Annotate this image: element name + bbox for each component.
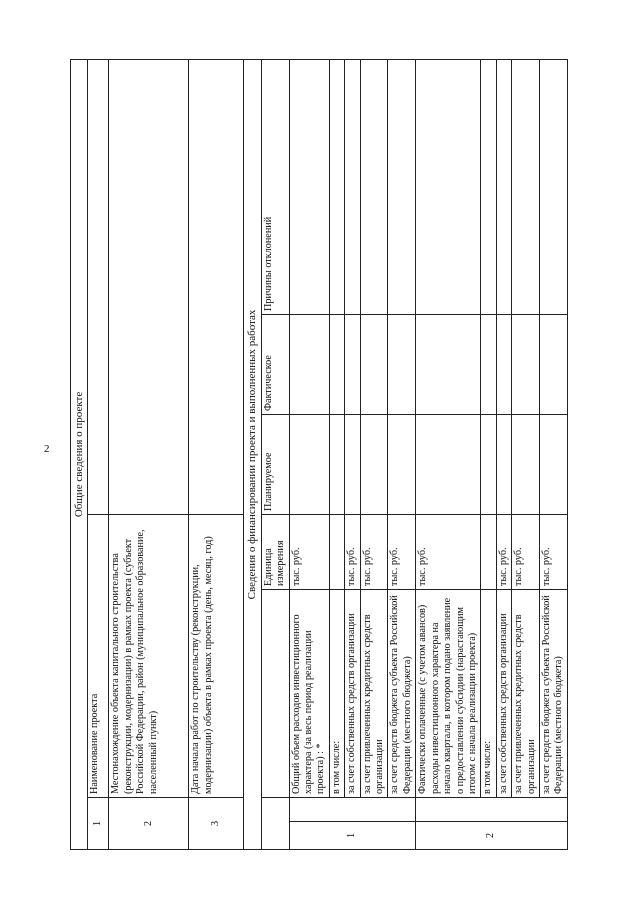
planned-cell[interactable] [512,415,540,515]
actual-cell[interactable] [481,315,496,415]
row-label: Фактически оплаченные (с учетом авансов) расходы инвестиционного характера на начало квартала, в котором подано заявление о предоставлении субсидии (нарастающим итогом с начала реализации проекта) [416,590,481,798]
row-unit: тыс. руб. [388,515,416,590]
header-planned: Планируемое [261,415,289,515]
planned-cell[interactable] [345,415,360,515]
reasons-cell[interactable] [388,59,416,314]
project-form-table [70,59,568,850]
group-number: 1 [289,822,416,850]
row-label: за счет средств бюджета субъекта Российской Федерации (местного бюджета) [539,590,567,798]
reasons-cell[interactable] [539,59,567,314]
value-cell[interactable] [88,59,109,514]
actual-cell[interactable] [539,315,567,415]
row-unit: тыс. руб. [345,515,360,590]
value-cell[interactable] [189,59,244,514]
reasons-cell[interactable] [345,59,360,314]
reasons-cell[interactable] [481,59,496,314]
actual-cell[interactable] [329,315,344,415]
header-blank [261,798,289,850]
planned-cell[interactable] [289,415,329,515]
reasons-cell[interactable] [496,59,511,314]
actual-cell[interactable] [345,315,360,415]
header-actual: Фактическое [261,315,289,415]
general-section-title: Общие сведения о проекте [71,59,88,849]
planned-cell[interactable] [539,415,567,515]
actual-cell[interactable] [388,315,416,415]
group-spacer [416,798,567,822]
reasons-cell[interactable] [512,59,540,314]
value-cell[interactable] [109,59,189,514]
row-label: за счет средств бюджета субъекта Российской Федерации (местного бюджета) [388,590,416,798]
row-unit: тыс. руб. [512,515,540,590]
header-blank [261,590,289,798]
row-label: Наименование проекта [88,515,109,798]
row-unit [329,515,344,590]
row-unit: тыс. руб. [289,515,329,590]
row-unit [481,515,496,590]
row-label: за счет собственных средств организации [345,590,360,798]
rotated-page [70,60,570,850]
actual-cell[interactable] [289,315,329,415]
row-label: Местонахождение объекта капитального строительства (реконструкции, модернизации) в рамках проекта (субъект Российской Федерации, район (муниципальное образование, населенный пункт) [109,515,189,798]
row-unit: тыс. руб. [496,515,511,590]
actual-cell[interactable] [416,315,481,415]
finance-section-title: Сведения о финансировании проекта и выполненных работах [244,59,261,849]
group-number: 2 [416,822,567,850]
form-content [70,60,570,850]
row-unit: тыс. руб. [539,515,567,590]
actual-cell[interactable] [496,315,511,415]
reasons-cell[interactable] [416,59,481,314]
planned-cell[interactable] [388,415,416,515]
row-number: 1 [88,798,109,850]
header-reasons: Причины отклонений [261,59,289,314]
row-number: 3 [189,798,244,850]
row-label: за счет привлеченных кредитных средств организации [512,590,540,798]
actual-cell[interactable] [360,315,388,415]
row-unit: тыс. руб. [360,515,388,590]
reasons-cell[interactable] [329,59,344,314]
planned-cell[interactable] [329,415,344,515]
actual-cell[interactable] [512,315,540,415]
planned-cell[interactable] [360,415,388,515]
reasons-cell[interactable] [289,59,329,314]
group-spacer [289,798,416,822]
planned-cell[interactable] [416,415,481,515]
row-unit: тыс. руб. [416,515,481,590]
planned-cell[interactable] [481,415,496,515]
row-label: Общий объем расходов инвестиционного характера (за весь период реализации проекта) : * [289,590,329,798]
row-number: 2 [109,798,189,850]
reasons-cell[interactable] [360,59,388,314]
row-label: за счет собственных средств организации [496,590,511,798]
row-label: в том числе: [329,590,344,798]
header-unit: Единица измерения [261,515,289,590]
page-number: 2 [44,443,50,455]
row-label: в том числе: [481,590,496,798]
row-label: за счет привлеченных кредитных средств организации [360,590,388,798]
planned-cell[interactable] [496,415,511,515]
row-label: Дата начала работ по строительству (реконструкции, модернизации) объекта в рамках проекта (день, месяц, год) [189,515,244,798]
